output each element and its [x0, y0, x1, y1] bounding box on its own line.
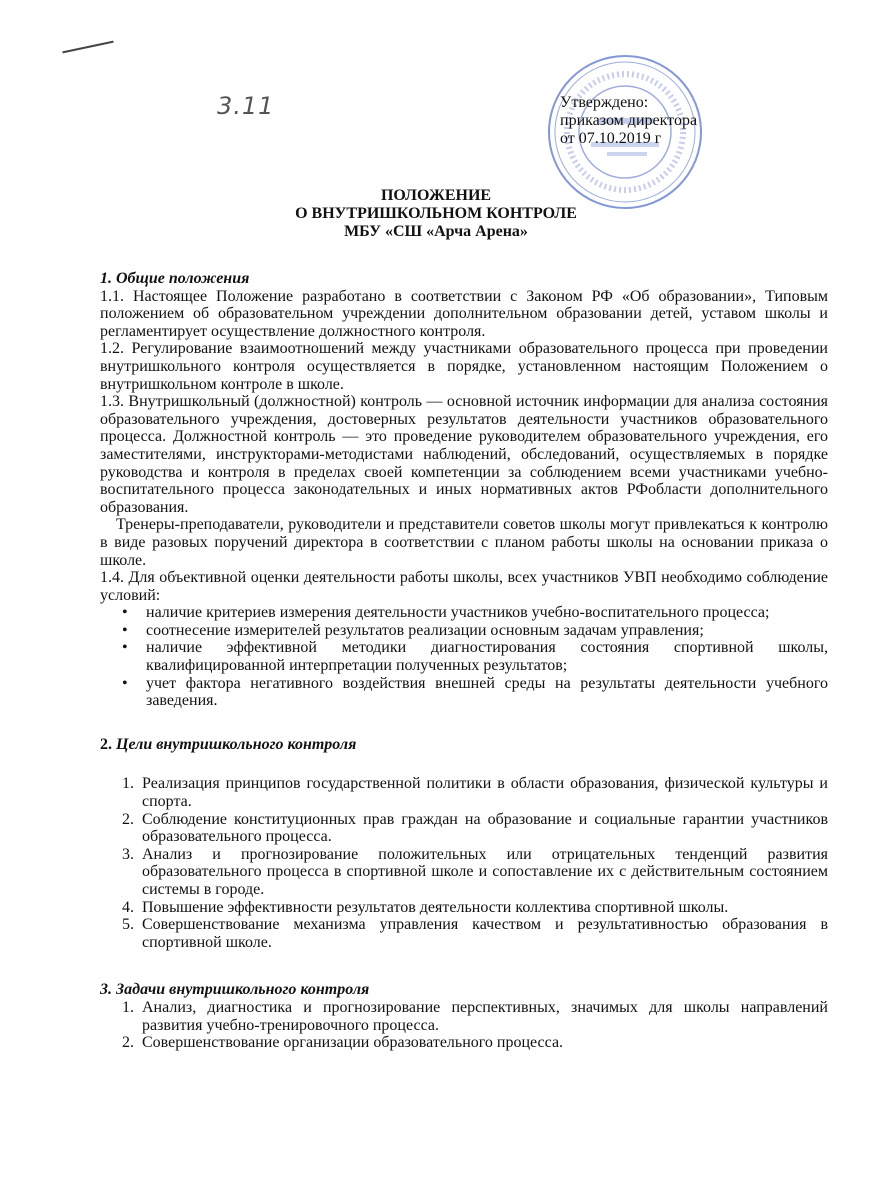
paragraph-1-4: 1.4. Для объективной оценки деятельности работы школы, всех участников УВП необходимо соблюдение условий: — [100, 569, 828, 604]
section-1-heading: 1. Общие положения — [100, 270, 250, 287]
list-item: • соотнесение измерителей результатов реализации основным задачам управления; — [100, 622, 828, 640]
goals-list — [100, 775, 828, 951]
approval-block — [560, 94, 697, 148]
paragraph-1-3: 1.3. Внутришкольный (должностной) контроль — основной источник информации для анализа состояния образовательного учреждения, достоверных результатов деятельности участников образовательного процесса. Должностной контроль — это проведение руководителем образовательного учреждения, его заместителями, инструкторами-методистами наблюдений, обследований, осуществляемых в порядке руководства и контроля в пределах своей компетенции за соблюдением всеми участниками учебно-воспитательного процесса законодательных и иных нормативных актов РФобласти дополнительного образования. — [100, 393, 828, 516]
list-item: 5. Совершенствование механизма управления качеством и результативностью образования в спортивной школе. — [122, 916, 828, 951]
document-body — [100, 270, 828, 1052]
list-item: 2. Соблюдение конституционных прав граждан на образование и социальные гарантии участников образовательного процесса. — [122, 810, 828, 846]
tasks-list — [100, 999, 828, 1052]
list-item: • наличие критериев измерения деятельности участников учебно-воспитательного процесса; — [100, 604, 828, 622]
list-item: • учет фактора негативного воздействия внешней среды на результаты деятельности учебного заведения. — [100, 675, 828, 710]
list-item: 1. Анализ, диагностика и прогнозирование перспективных, значимых для школы направлений развития учебно-тренировочного процесса. — [122, 998, 828, 1034]
approval-line-2: приказом директора — [560, 112, 698, 129]
list-item: 2. Совершенствование организации образовательного процесса. — [122, 1034, 564, 1052]
list-item: 3. Анализ и прогнозирование положительных или отрицательных тенденций развития образовательного процесса в спортивной школе и сопоставление их с действительным состоянием системы в городе. — [122, 845, 828, 898]
list-item: 1. Реализация принципов государственной политики в области образования, физической культуры и спорта. — [122, 775, 828, 811]
section-2-heading: 2. Цели внутришкольного контроля — [100, 735, 357, 753]
title-line-1: ПОЛОЖЕНИЕ — [380, 187, 492, 204]
conditions-list — [100, 604, 828, 710]
paragraph-1-2: 1.2. Регулирование взаимоотношений между участниками образовательного процесса при проведении внутришкольного контроля осуществляется в порядке, установленном настоящим Положением о внутришкольном контроле в школе. — [100, 340, 828, 393]
list-item: • наличие эффективной методики диагностирования состояния спортивной школы, квалифицированной интерпретации полученных результатов; — [100, 639, 828, 674]
approval-line-1: Утверждено: — [560, 94, 649, 111]
document-title — [0, 187, 872, 241]
list-item: 4. Повышение эффективности результатов деятельности коллектива спортивной школы. — [122, 898, 729, 916]
title-line-3: МБУ «СШ «Арча Арена» — [344, 223, 528, 240]
paragraph-1-1: 1.1. Настоящее Положение разработано в соответствии с Законом РФ «Об образовании», Типовым положением об образовательном учреждении дополнительном образовании детей, уставом школы и регламентирует осуществление должностного контроля. — [100, 287, 828, 340]
handwritten-number: 3.11 — [217, 92, 275, 120]
title-line-2: О ВНУТРИШКОЛЬНОМ КОНТРОЛЕ — [295, 205, 577, 222]
section-3-heading: 3. Задачи внутришкольного контроля — [100, 981, 370, 999]
paragraph-1-3-continued: Тренеры-преподаватели, руководители и представители советов школы могут привлекаться к контролю в виде разовых поручений директора в соответствии с планом работы школы на основании приказа о школе. — [100, 516, 828, 569]
pen-stroke-mark — [62, 41, 113, 54]
approval-line-3: от 07.10.2019 г — [560, 130, 662, 147]
